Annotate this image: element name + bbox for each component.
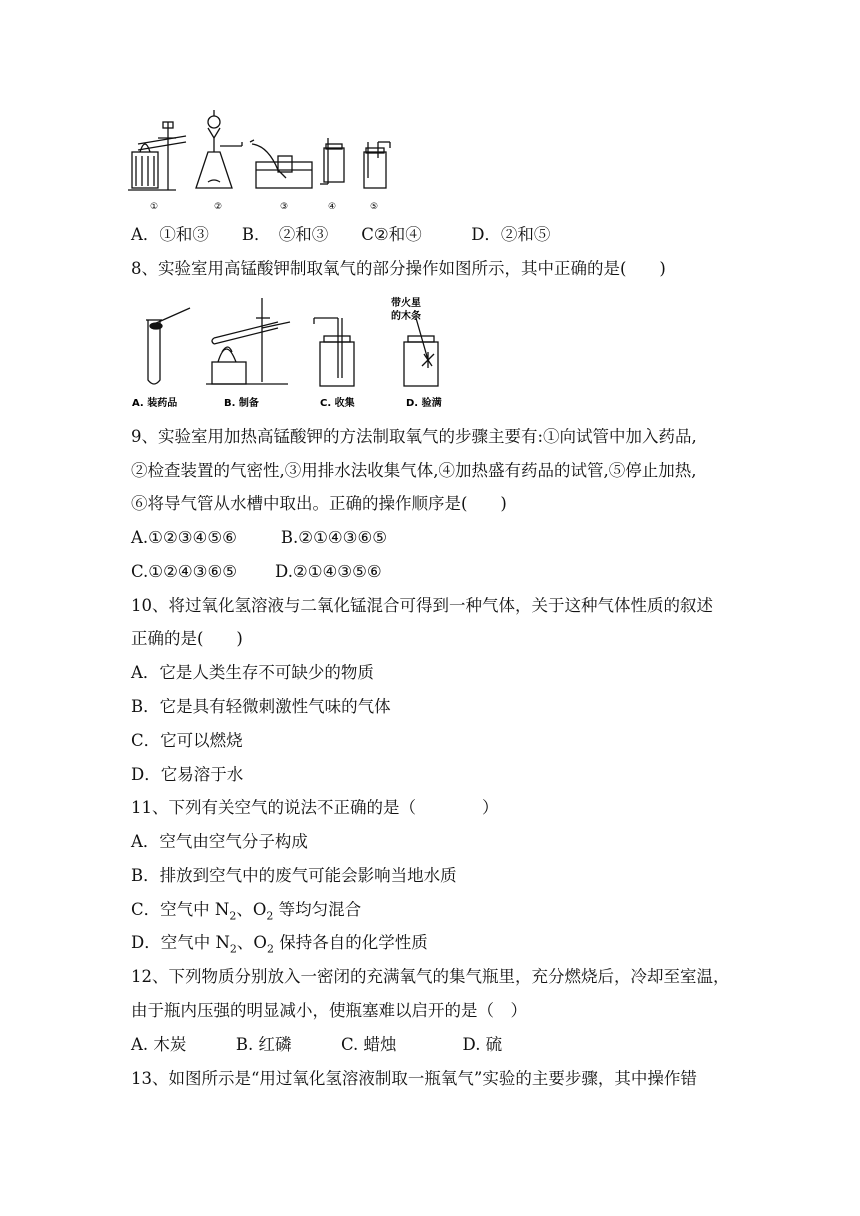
stick-label-1: 带火星 [391, 298, 421, 309]
q11-option-a: A．空气由空气分子构成 [131, 832, 308, 851]
apparatus-4-bottle-icon [320, 138, 344, 184]
q10-option-a: A．它是人类生存不可缺少的物质 [131, 663, 374, 682]
q9-option-c: C.①②④③⑥⑤ [131, 562, 238, 581]
apparatus-label-2: ② [214, 202, 223, 212]
q10-option-d: D．它易溶于水 [131, 765, 244, 784]
apparatus-label-5: ⑤ [370, 202, 379, 212]
q10-option-b: B．它是具有轻微刺激性气味的气体 [131, 697, 391, 716]
apparatus-3-trough-icon [250, 140, 312, 188]
q9-options-row-2 [131, 561, 382, 583]
q9-line-3: ⑥将导气管从水槽中取出。正确的操作顺序是( ) [131, 494, 507, 513]
q12-options: A. 木炭 B. 红磷 C. 蜡烛 D. 硫 [131, 1035, 503, 1054]
q10-line-1: 10、将过氧化氢溶液与二氧化锰混合可得到一种气体，关于这种气体性质的叙述 [131, 596, 713, 615]
apparatus-1-heating-icon [128, 122, 186, 190]
apparatus-label-3: ③ [280, 202, 289, 212]
q9-line-1: 9、实验室用加热高锰酸钾的方法制取氧气的步骤主要有:①向试管中加入药品, [131, 427, 697, 446]
q9-option-b: B.②①④③⑥⑤ [280, 528, 388, 547]
verifying-bottle-icon [404, 318, 438, 386]
q9-option-d: D.②①④③⑤⑥ [275, 562, 382, 581]
q13-line-1: 13、如图所示是“用过氧化氢溶液制取一瓶氧气”实验的主要步骤，其中操作错 [131, 1069, 697, 1088]
collecting-bottle-icon [314, 318, 354, 386]
apparatus-2-flask-icon [196, 110, 242, 188]
q12-line-1: 12、下列物质分别放入一密闭的充满氧气的集气瓶里，充分燃烧后，冷却至室温， [131, 967, 730, 986]
caption-b: B. 制备 [224, 398, 259, 409]
q12-line-2: 由于瓶内压强的明显减小，使瓶塞难以启开的是（ ） [131, 1001, 527, 1020]
q11-option-b: B．排放到空气中的废气可能会影响当地水质 [131, 866, 457, 885]
q8-operations-figure [128, 292, 448, 412]
q10-option-c: C．它可以燃烧 [131, 731, 243, 750]
caption-c: C. 收集 [320, 398, 355, 409]
q9-options-row-1 [131, 527, 387, 549]
q7-options: A．①和③ B． ②和③ C②和④ D．②和⑤ [131, 225, 551, 244]
q8-stem: 8、实验室用高锰酸钾制取氧气的部分操作如图所示，其中正确的是( ) [131, 259, 666, 278]
q9-option-a: A.①②③④⑤⑥ [131, 528, 237, 547]
q7-apparatus-figure [128, 108, 398, 213]
heating-setup-icon [206, 298, 290, 384]
stick-label-2: 的木条 [391, 311, 421, 322]
q9-line-2: ②检查装置的气密性,③用排水法收集气体,④加热盛有药品的试管,⑤停止加热, [131, 461, 697, 480]
q10-line-2: 正确的是( ) [131, 629, 243, 648]
caption-a: A. 装药品 [132, 398, 178, 409]
apparatus-label-4: ④ [328, 202, 337, 212]
test-tube-spoon-icon [146, 308, 190, 384]
q11-option-c: C．空气中 $N_2$、$O_2$ 等均匀混合 [131, 900, 362, 923]
q11-option-d: D．空气中 $N_2$、$O_2$ 保持各自的化学性质 [131, 933, 428, 956]
apparatus-5-bottle-icon [364, 142, 390, 188]
caption-d: D. 验满 [406, 398, 442, 409]
q11-stem: 11、下列有关空气的说法不正确的是（ ） [131, 798, 499, 817]
apparatus-label-1: ① [150, 202, 159, 212]
